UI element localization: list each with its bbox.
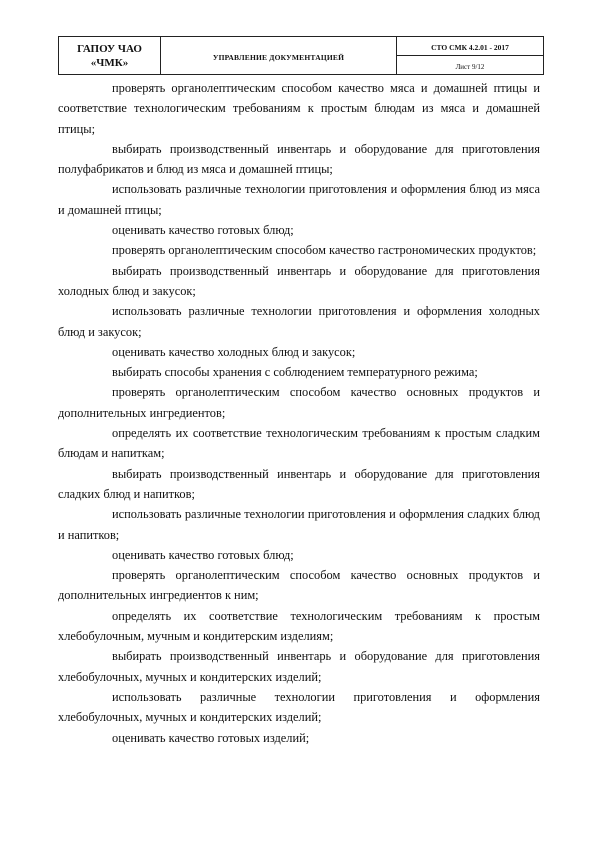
sheet-number: Лист 9/12 (455, 63, 485, 71)
list-item: проверять органолептическим способом качество гастрономических продуктов; (112, 243, 537, 258)
list-item: выбирать производственный инвентарь и оборудование для приготовления хлебобулочных, мучных и кондитерских изделий; (58, 649, 540, 684)
organization-abbreviation: «ЧМК» (90, 56, 129, 69)
list-item: проверять органолептическим способом качество основных продуктов и дополнительных ингредиентов к ним; (58, 568, 540, 603)
standard-code-cell (397, 37, 544, 56)
list-item: оценивать качество готовых блюд; (112, 547, 294, 562)
list-item: использовать различные технологии приготовления и оформления сладких блюд и напитков; (58, 507, 540, 542)
list-item: выбирать производственный инвентарь и оборудование для приготовления холодных блюд и закусок; (58, 263, 540, 298)
document-title: УПРАВЛЕНИЕ ДОКУМЕНТАЦИЕЙ (212, 52, 345, 62)
list-item: проверять органолептическим способом качество мяса и домашней птицы и соответствие технологическим требованиям к простым блюдам из мяса и домашней птицы; (58, 81, 540, 136)
list-item: определять их соответствие технологическим требованиям к простым сладким блюдам и напиткам; (58, 426, 540, 461)
list-item: оценивать качество холодных блюд и закусок; (112, 344, 356, 359)
standard-code: СТО СМК 4.2.01 - 2017 (431, 43, 509, 52)
list-item: определять их соответствие технологическим требованиям к простым хлебобулочным, мучным и кондитерским изделиям; (58, 608, 540, 644)
header-row (59, 37, 544, 56)
list-item: выбирать производственный инвентарь и оборудование для приготовления сладких блюд и напитков; (58, 466, 540, 501)
list-item: выбирать способы хранения с соблюдением температурного режима; (112, 365, 478, 380)
document-title-cell (161, 37, 397, 75)
sheet-number-cell (397, 56, 544, 75)
document-body (58, 78, 540, 748)
document-header (58, 36, 544, 75)
organization-name: ГАПОУ ЧАО (77, 42, 142, 55)
list-item: оценивать качество готовых изделий; (112, 730, 310, 745)
list-item: оценивать качество готовых блюд; (112, 223, 294, 238)
organization-cell (59, 37, 161, 75)
list-item: использовать различные технологии приготовления и оформления блюд из мяса и домашней птицы; (58, 182, 540, 217)
list-item: проверять органолептическим способом качество основных продуктов и дополнительных ингредиентов; (58, 385, 540, 420)
list-item: выбирать производственный инвентарь и оборудование для приготовления полуфабрикатов и блюд из мяса и домашней птицы; (58, 141, 540, 177)
list-item: использовать различные технологии приготовления и оформления хлебобулочных, мучных и кондитерских изделий; (58, 689, 540, 725)
list-item: использовать различные технологии приготовления и оформления холодных блюд и закусок; (58, 304, 540, 339)
